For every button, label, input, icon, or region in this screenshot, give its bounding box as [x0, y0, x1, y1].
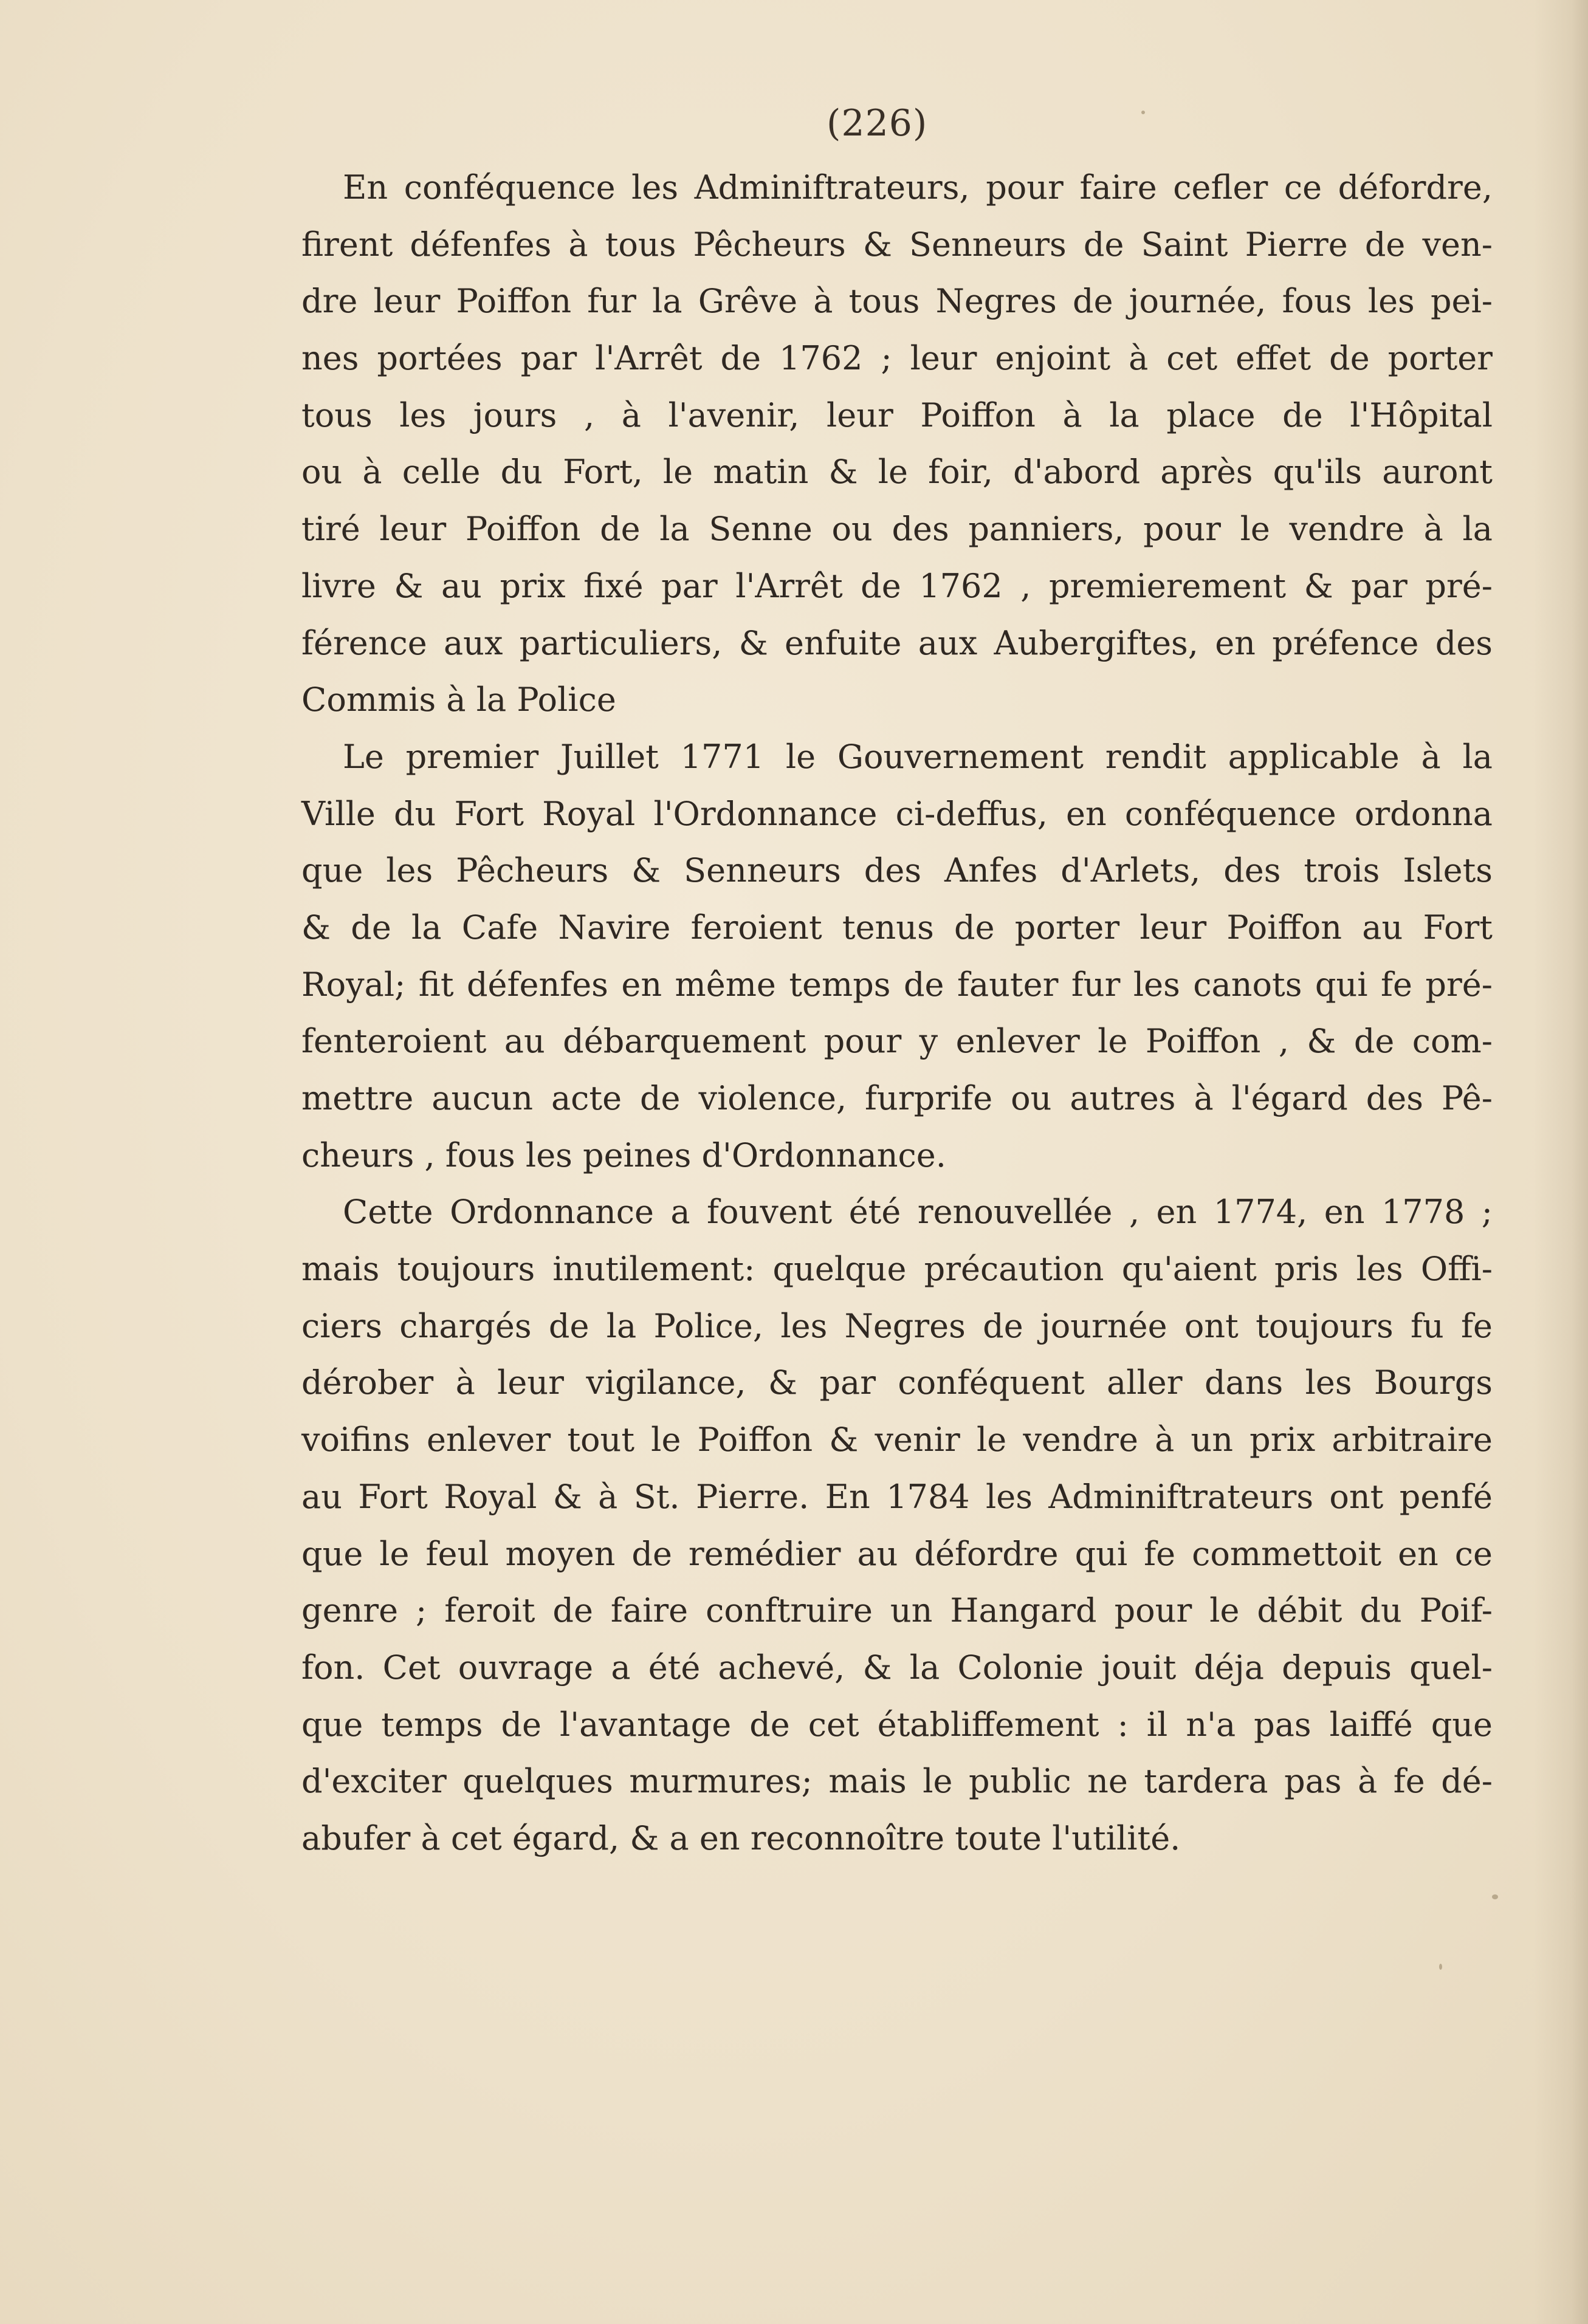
paper-speck — [1141, 111, 1145, 114]
text-line: d'exciter quelques murmures; mais le public ne tardera pas à fe dé- — [301, 1762, 1493, 1801]
paper-speck — [1492, 1894, 1498, 1899]
text-line: Cette Ordonnance a fouvent été renouvellée , en 1774, en 1778 ; — [343, 1193, 1493, 1232]
text-line: fenteroient au débarquement pour y enlever le Poiffon , & de com- — [301, 1022, 1493, 1061]
text-line: Le premier Juillet 1771 le Gouvernement rendit applicable à la — [343, 737, 1493, 776]
text-line: cheurs , fous les peines d'Ordonnance. — [301, 1136, 946, 1174]
text-line: & de la Cafe Navire feroient tenus de porter leur Poiffon au Fort — [301, 908, 1493, 947]
text-line: livre & au prix fixé par l'Arrêt de 1762 , premierement & par pré- — [301, 566, 1493, 605]
text-line: genre ; feroit de faire conftruire un Hangard pour le débit du Poif- — [301, 1591, 1493, 1630]
page-number: (226) — [827, 102, 928, 145]
text-line: dre leur Poiffon fur la Grêve à tous Negres de journée, fous les pei- — [301, 282, 1493, 321]
text-line: dérober à leur vigilance, & par conféquent aller dans les Bourgs — [301, 1363, 1493, 1402]
text-line: mais toujours inutilement: quelque précaution qu'aient pris les Offi- — [301, 1250, 1493, 1289]
text-line: fon. Cet ouvrage a été achevé, & la Colonie jouit déja depuis quel- — [301, 1648, 1493, 1687]
text-line: férence aux particuliers, & enfuite aux Aubergiftes, en préfence des — [301, 623, 1493, 662]
text-line: voifins enlever tout le Poiffon & venir le vendre à un prix arbitraire — [301, 1421, 1493, 1459]
text-line: abufer à cet égard, & a en reconnoître toute l'utilité. — [301, 1818, 1181, 1857]
text-line: Ville du Fort Royal l'Ordonnance ci-deffus, en conféquence ordonna — [301, 794, 1493, 833]
text-line: Commis à la Police — [301, 680, 616, 719]
text-line: ciers chargés de la Police, les Negres de journée ont toujours fu fe — [301, 1306, 1493, 1345]
text-line: que temps de l'avantage de cet établiffement : il n'a pas laiffé que — [301, 1705, 1493, 1744]
text-line: que le feul moyen de remédier au défordre qui fe commettoit en ce — [301, 1534, 1493, 1573]
text-line: firent défenfes à tous Pêcheurs & Senneurs de Saint Pierre de ven- — [301, 225, 1493, 264]
text-line: ou à celle du Fort, le matin & le foir, d'abord après qu'ils auront — [301, 453, 1493, 492]
paper-speck — [1439, 1964, 1442, 1970]
body-text — [301, 159, 1493, 1867]
page-gutter-shadow — [1533, 0, 1588, 2324]
text-line: mettre aucun acte de violence, furprife ou autres à l'égard des Pê- — [301, 1079, 1493, 1117]
text-line: tous les jours , à l'avenir, leur Poiffon à la place de l'Hôpital — [301, 396, 1493, 434]
text-line: Royal; fit défenfes en même temps de fauter fur les canots qui fe pré- — [301, 965, 1493, 1004]
text-line: nes portées par l'Arrêt de 1762 ; leur enjoint à cet effet de porter — [301, 339, 1493, 378]
text-line: que les Pêcheurs & Senneurs des Anfes d'Arlets, des trois Islets — [301, 851, 1493, 890]
text-line: En conféquence les Adminiftrateurs, pour faire cefler ce défordre, — [343, 168, 1493, 207]
text-line: tiré leur Poiffon de la Senne ou des panniers, pour le vendre à la — [301, 510, 1493, 549]
text-line: au Fort Royal & à St. Pierre. En 1784 les Adminiftrateurs ont penfé — [301, 1477, 1493, 1516]
